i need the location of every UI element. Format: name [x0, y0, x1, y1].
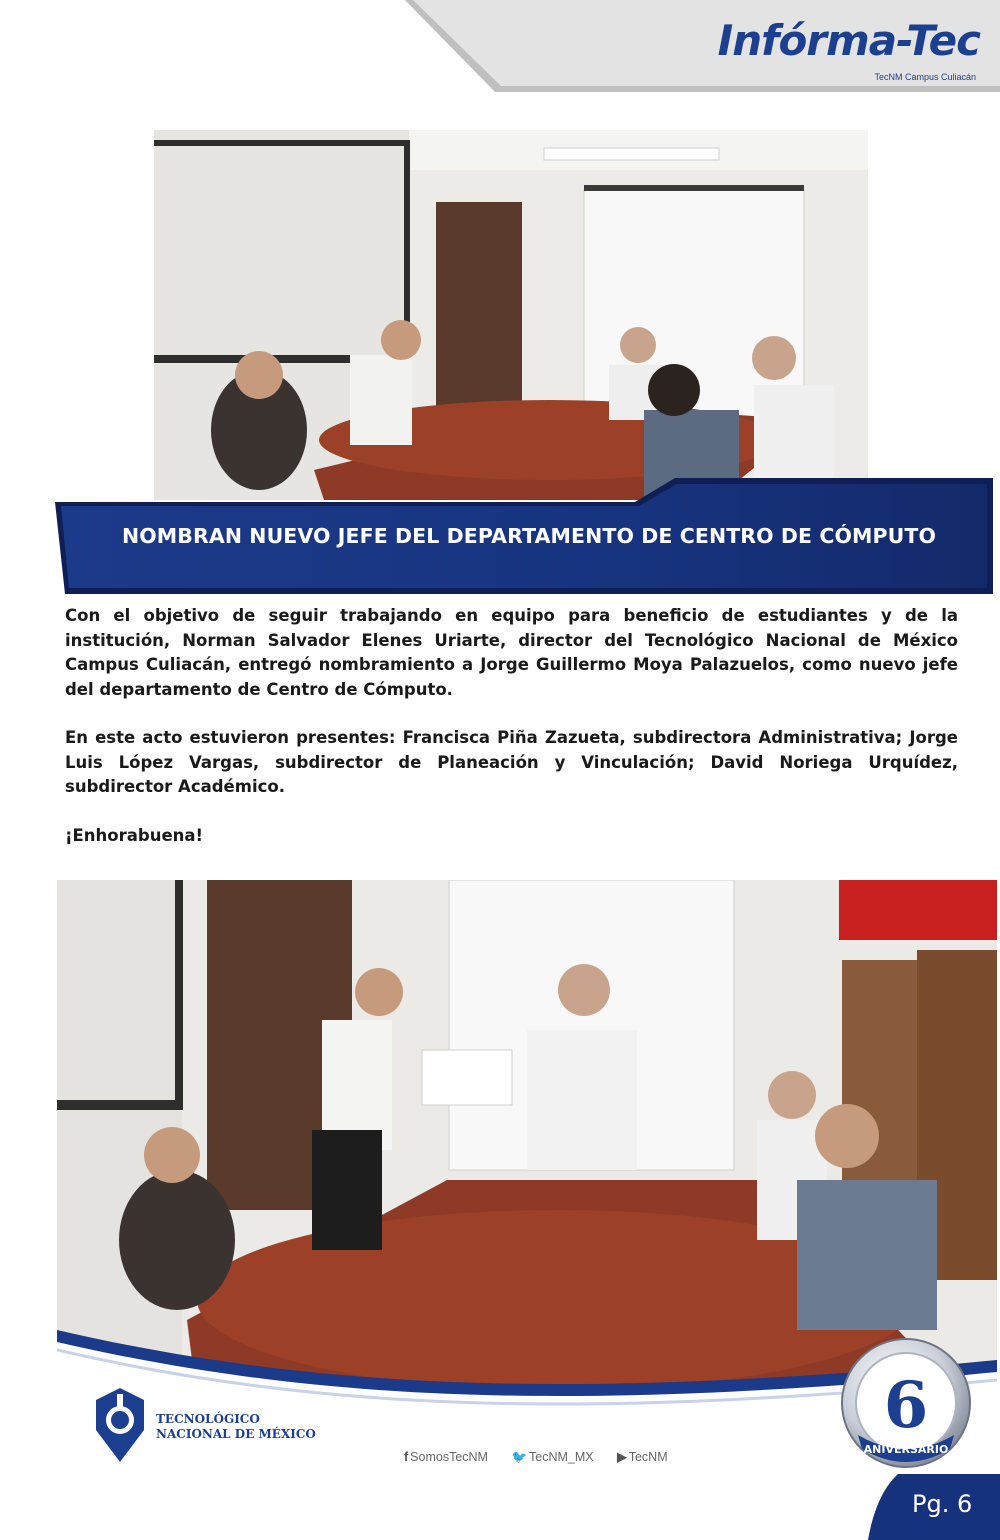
- title-banner: [55, 478, 993, 594]
- facebook-icon: f: [404, 1450, 409, 1464]
- logo-text: Infórma-Tec: [717, 16, 980, 65]
- meeting-photo-top: [154, 130, 868, 500]
- youtube-icon: ▶: [617, 1450, 627, 1464]
- tecnm-shield-icon: [92, 1386, 148, 1464]
- youtube-link[interactable]: ▶ TecNM: [617, 1450, 668, 1464]
- header-band: [405, 0, 1000, 92]
- article-paragraph: En este acto estuvieron presentes: Francisca Piña Zazueta, subdirectora Administrativa; Jorge Luis López Vargas, subdirector de Planeación y Vinculación; David Noriega Urquídez, subdirector Académico.: [65, 728, 958, 796]
- article-body: [65, 604, 958, 848]
- social-links: [404, 1449, 688, 1465]
- informa-tec-logo: [717, 8, 980, 88]
- twitter-link[interactable]: 🐦 TecNM_MX: [511, 1450, 594, 1464]
- anniversary-number: 6: [883, 1368, 929, 1443]
- institution-name: TECNOLÓGICO NACIONAL DE MÉXICO: [156, 1412, 316, 1441]
- twitter-icon: 🐦: [511, 1450, 528, 1464]
- logo-subtitle: TecNM Campus Culiacán: [874, 72, 976, 82]
- facebook-link[interactable]: f SomosTecNM: [404, 1450, 488, 1464]
- page-number: Pg. 6: [912, 1490, 973, 1518]
- article-closing: ¡Enhorabuena!: [65, 825, 204, 845]
- article-title: NOMBRAN NUEVO JEFE DEL DEPARTAMENTO DE CENTRO DE CÓMPUTO: [121, 524, 937, 548]
- article-paragraph: Con el objetivo de seguir trabajando en equipo para beneficio de estudiantes y de la institución, Norman Salvador Elenes Uriarte, director del Tecnológico Nacional de México Campus Culiacán, entregó nombramiento a Jorge Guillermo Moya Palazuelos, como nuevo jefe del departamento de Centro de Cómputo.: [65, 606, 958, 699]
- anniversary-label: ANIVERSARIO: [863, 1443, 949, 1456]
- anniversary-badge-icon: [838, 1335, 974, 1471]
